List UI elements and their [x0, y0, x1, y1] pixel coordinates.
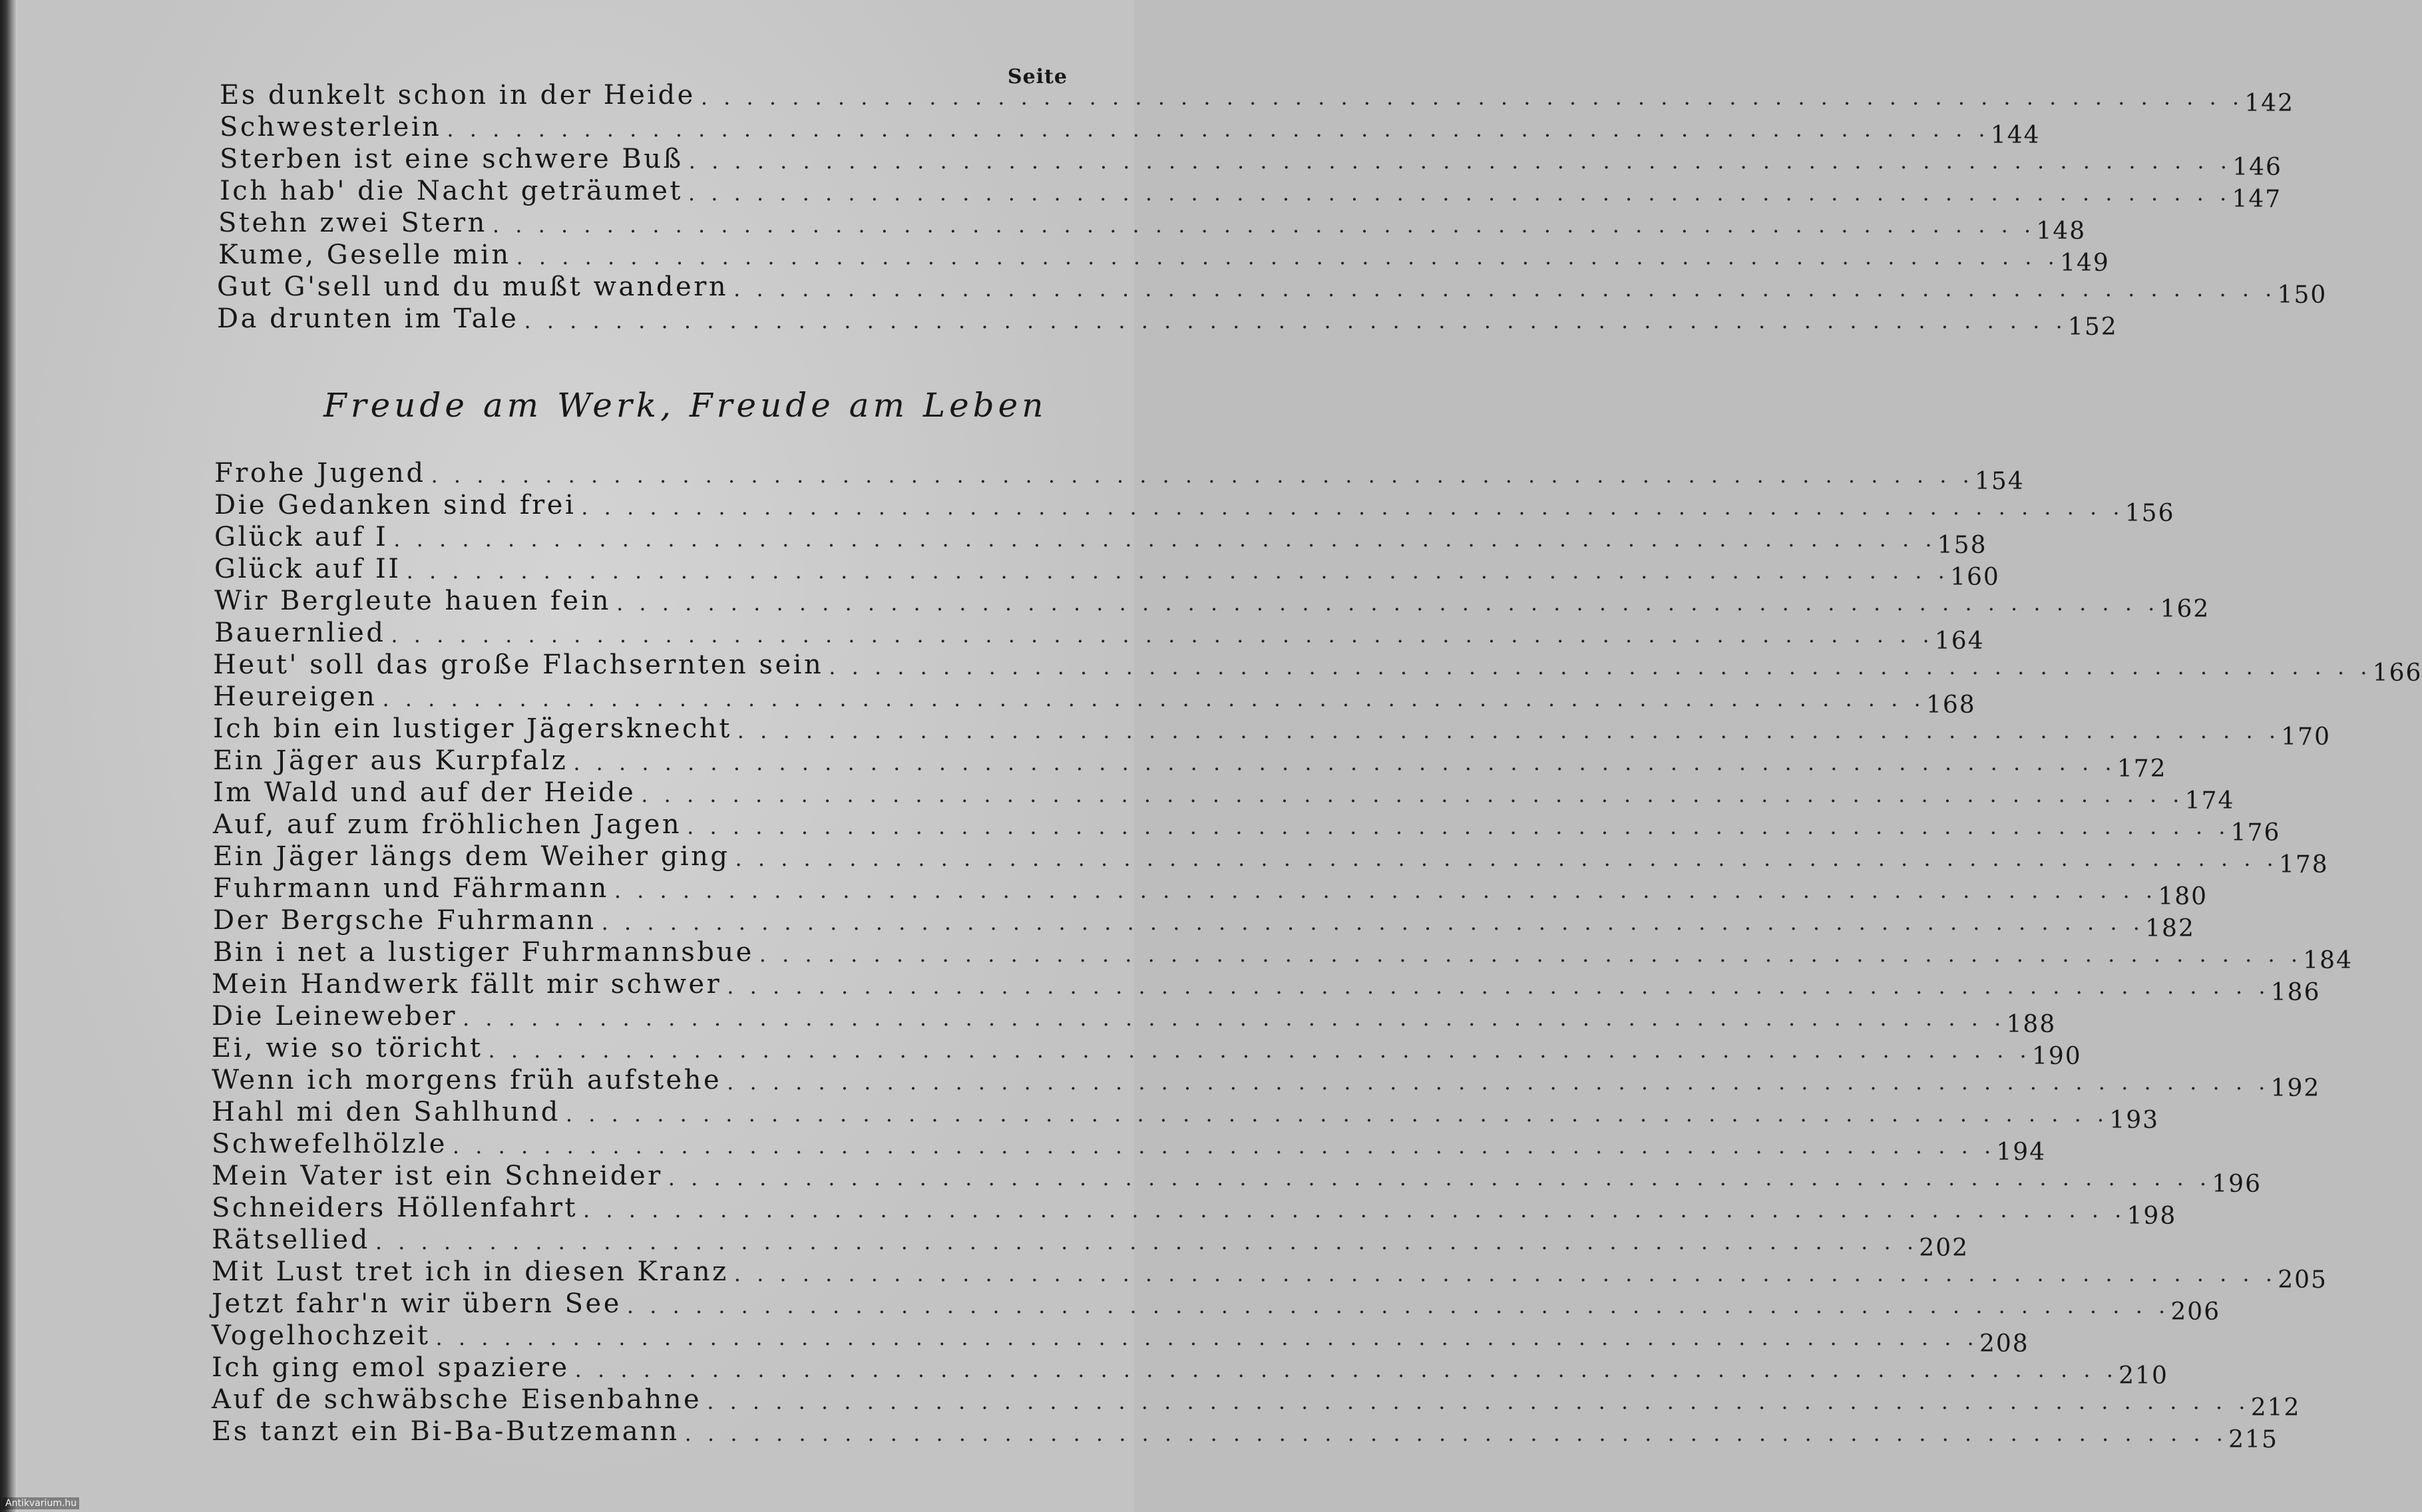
dot-leader: . . . . . . . . . . . . . . . . . . . . . . . . . . . . . . . . . . . . . . . . . . . . . . . . . . . . . . . . . . . . . . . . . . . .: [452, 1133, 1996, 1159]
dot-leader: . . . . . . . . . . . . . . . . . . . . . . . . . . . . . . . . . . . . . . . . . . . . . . . . . . . . . . . . . . . . . . . . . . . .: [735, 846, 2278, 871]
toc-entry-page: 215: [2228, 1426, 2278, 1453]
dot-leader: . . . . . . . . . . . . . . . . . . . . . . . . . . . . . . . . . . . . . . . . . . . . . . . . . . . . . . . . . . . . . . . . . . . .: [668, 1165, 2211, 1191]
dot-leader: . . . . . . . . . . . . . . . . . . . . . . . . . . . . . . . . . . . . . . . . . . . . . . . . . . . . . . . . . . . . . . . . . . . .: [727, 974, 2270, 999]
toc-entry: [212, 1223, 1969, 1262]
toc-entry: [212, 1383, 2301, 1421]
dot-leader: . . . . . . . . . . . . . . . . . . . . . . . . . . . . . . . . . . . . . . . . . . . . . . . . . . . . . . . . . . . . . . . . . . . .: [391, 622, 1934, 648]
toc-entry: [212, 1032, 2082, 1070]
toc-entry-title: Ein Jäger aus Kurpfalz: [213, 745, 568, 776]
dot-leader: . . . . . . . . . . . . . . . . . . . . . . . . . . . . . . . . . . . . . . . . . . . . . . . . . . . . . . . . . . . . . . . . . . . .: [727, 1069, 2270, 1095]
dot-leader: . . . . . . . . . . . . . . . . . . . . . . . . . . . . . . . . . . . . . . . . . . . . . . . . . . . . . . . . . . . . . . . . . . . .: [492, 212, 2036, 238]
toc-entry: [212, 1351, 2168, 1390]
toc-entry-page: 194: [1996, 1139, 2047, 1166]
toc-entry-page: 208: [1979, 1330, 2029, 1358]
toc-entry-page: 178: [2278, 851, 2329, 878]
toc-entry-page: 154: [1975, 468, 2025, 495]
dot-leader: . . . . . . . . . . . . . . . . . . . . . . . . . . . . . . . . . . . . . . . . . . . . . . . . . . . . . . . . . . . . . . . . . . . .: [516, 244, 2059, 270]
toc-entry-title: Da drunten im Tale: [217, 303, 519, 334]
toc-entry: [213, 680, 1976, 719]
toc-entry: [220, 174, 2282, 213]
toc-entry-title: Glück auf I: [214, 522, 389, 552]
toc-entry-title: Es dunkelt schon in der Heide: [220, 80, 696, 110]
dot-leader: . . . . . . . . . . . . . . . . . . . . . . . . . . . . . . . . . . . . . . . . . . . . . . . . . . . . . . . . . . . . . . . . . . . .: [687, 814, 2230, 839]
toc-entry-title: Stehn zwei Stern: [218, 208, 487, 238]
toc-entry-title: Die Leineweber: [212, 1001, 458, 1032]
toc-entry-title: Es tanzt ein Bi-Ba-Butzemann: [212, 1416, 680, 1447]
toc-entry: [220, 79, 2295, 117]
toc-entry-page: 190: [2031, 1043, 2082, 1070]
toc-entry: [213, 648, 2422, 687]
toc-entry-page: 150: [2277, 282, 2327, 309]
dot-leader: . . . . . . . . . . . . . . . . . . . . . . . . . . . . . . . . . . . . . . . . . . . . . . . . . . . . . . . . . . . . . . . . . . . .: [447, 116, 1990, 142]
dot-leader: . . . . . . . . . . . . . . . . . . . . . . . . . . . . . . . . . . . . . . . . . . . . . . . . . . . . . . . . . . . . . . . . . . . .: [431, 463, 1974, 488]
dot-leader: . . . . . . . . . . . . . . . . . . . . . . . . . . . . . . . . . . . . . . . . . . . . . . . . . . . . . . . . . . . . . . . . . . . .: [733, 276, 2277, 301]
toc-entry-title: Auf de schwäbsche Eisenbahne: [212, 1384, 702, 1415]
toc-entry: [212, 968, 2321, 1006]
dot-leader: . . . . . . . . . . . . . . . . . . . . . . . . . . . . . . . . . . . . . . . . . . . . . . . . . . . . . . . . . . . . . . . . . . . .: [583, 1197, 2126, 1223]
toc-entry: [220, 110, 2041, 149]
toc-entry: [217, 302, 2118, 341]
toc-entry: [213, 744, 2167, 783]
toc-entry: [212, 1287, 2221, 1326]
toc-entry: [214, 584, 2210, 623]
dot-leader: . . . . . . . . . . . . . . . . . . . . . . . . . . . . . . . . . . . . . . . . . . . . . . . . . . . . . . . . . . . . . . . . . . . .: [759, 942, 2302, 967]
dot-leader: . . . . . . . . . . . . . . . . . . . . . . . . . . . . . . . . . . . . . . . . . . . . . . . . . . . . . . . . . . . . . . . . . . . .: [524, 308, 2067, 333]
dot-leader: . . . . . . . . . . . . . . . . . . . . . . . . . . . . . . . . . . . . . . . . . . . . . . . . . . . . . . . . . . . . . . . . . . . .: [707, 1389, 2250, 1414]
dot-leader: . . . . . . . . . . . . . . . . . . . . . . . . . . . . . . . . . . . . . . . . . . . . . . . . . . . . . . . . . . . . . . . . . . . .: [463, 1006, 2006, 1031]
toc-entry: [214, 616, 1985, 655]
toc-entry-page: 206: [2170, 1298, 2221, 1326]
toc-entry-title: Wenn ich morgens früh aufstehe: [212, 1065, 722, 1095]
toc-entry-title: Jetzt fahr'n wir übern See: [212, 1288, 622, 1319]
toc-entry-page: 210: [2119, 1362, 2168, 1390]
dot-leader: . . . . . . . . . . . . . . . . . . . . . . . . . . . . . . . . . . . . . . . . . . . . . . . . . . . . . . . . . . . . . . . . . . . .: [573, 750, 2117, 775]
toc-entry-title: Ei, wie so töricht: [212, 1033, 483, 1063]
toc-entry: [212, 1319, 2029, 1358]
toc-entry: [212, 1095, 2160, 1134]
toc-entry-page: 212: [2250, 1394, 2301, 1421]
dot-leader: . . . . . . . . . . . . . . . . . . . . . . . . . . . . . . . . . . . . . . . . . . . . . . . . . . . . . . . . . . . . . . . . . . . .: [641, 782, 2184, 807]
toc-entry-page: 202: [1919, 1234, 1969, 1262]
toc-entry-title: Frohe Jugend: [214, 458, 426, 488]
toc-entry: [214, 488, 2175, 527]
dot-leader: . . . . . . . . . . . . . . . . . . . . . . . . . . . . . . . . . . . . . . . . . . . . . . . . . . . . . . . . . . . . . . . . . . . .: [435, 1325, 1979, 1350]
toc-entry-page: 168: [1925, 691, 1976, 719]
toc-entry: [213, 776, 2235, 815]
toc-entry: [218, 238, 2110, 277]
section-heading: Freude am Werk, Freude am Leben: [323, 386, 1048, 425]
toc-entry: [212, 1159, 2262, 1198]
toc-entry-title: Hahl mi den Sahlhund: [212, 1097, 560, 1127]
dot-leader: . . . . . . . . . . . . . . . . . . . . . . . . . . . . . . . . . . . . . . . . . . . . . . . . . . . . . . . . . . . . . . . . . . . .: [565, 1101, 2109, 1127]
toc-entry: [214, 552, 2000, 591]
toc-entry-page: 166: [2372, 660, 2422, 687]
toc-entry-page: 142: [2244, 90, 2295, 117]
toc-entry-title: Bin i net a lustiger Fuhrmannsbue: [213, 937, 754, 968]
toc-entry-page: 188: [2006, 1011, 2057, 1038]
toc-entry-page: 172: [2117, 755, 2167, 783]
page-column-header: Seite: [1007, 65, 1068, 89]
toc-entry: [212, 1127, 2047, 1166]
toc-entry: [212, 1415, 2278, 1453]
dot-leader: . . . . . . . . . . . . . . . . . . . . . . . . . . . . . . . . . . . . . . . . . . . . . . . . . . . . . . . . . . . . . . . . . . . .: [574, 1357, 2118, 1382]
toc-entry-page: 192: [2270, 1075, 2321, 1102]
toc-entry-title: Ich ging emol spaziere: [212, 1352, 570, 1383]
toc-entry-page: 164: [1934, 628, 1985, 655]
dot-leader: . . . . . . . . . . . . . . . . . . . . . . . . . . . . . . . . . . . . . . . . . . . . . . . . . . . . . . . . . . . . . . . . . . . .: [829, 654, 2372, 679]
toc-entry-title: Mein Handwerk fällt mir schwer: [212, 969, 722, 1000]
toc-entry-page: 146: [2232, 154, 2282, 181]
watermark: Antikvarium.hu: [3, 1497, 79, 1509]
toc-entry: [213, 936, 2353, 974]
toc-entry-page: 176: [2230, 819, 2281, 847]
dot-leader: . . . . . . . . . . . . . . . . . . . . . . . . . . . . . . . . . . . . . . . . . . . . . . . . . . . . . . . . . . . . . . . . . . . .: [601, 910, 2144, 935]
toc-entry-page: 147: [2232, 186, 2282, 213]
toc-entry-title: Kume, Geselle min: [218, 240, 511, 270]
toc-entry: [213, 808, 2281, 847]
toc-entry-title: Bauernlied: [214, 618, 386, 648]
toc-entry-title: Auf, auf zum fröhlichen Jagen: [213, 809, 682, 840]
dot-leader: . . . . . . . . . . . . . . . . . . . . . . . . . . . . . . . . . . . . . . . . . . . . . . . . . . . . . . . . . . . . . . . . . . . .: [684, 1421, 2228, 1446]
toc-entry-title: Glück auf II: [214, 554, 401, 584]
toc-entry: [213, 712, 2331, 751]
toc-entry-page: 170: [2281, 723, 2331, 751]
dot-leader: . . . . . . . . . . . . . . . . . . . . . . . . . . . . . . . . . . . . . . . . . . . . . . . . . . . . . . . . . . . . . . . . . . . .: [488, 1038, 2031, 1063]
toc-entry-title: Heureigen: [213, 681, 377, 712]
toc-entry-title: Mein Vater ist ein Schneider: [212, 1161, 663, 1191]
toc-entry-page: 180: [2158, 883, 2208, 910]
toc-entry: [217, 270, 2327, 309]
dot-leader: . . . . . . . . . . . . . . . . . . . . . . . . . . . . . . . . . . . . . . . . . . . . . . . . . . . . . . . . . . . . . . . . . . . .: [737, 718, 2280, 743]
toc-entry-page: 162: [2160, 596, 2210, 623]
dot-leader: . . . . . . . . . . . . . . . . . . . . . . . . . . . . . . . . . . . . . . . . . . . . . . . . . . . . . . . . . . . . . . . . . . . .: [700, 85, 2244, 110]
toc-entry-page: 205: [2278, 1266, 2327, 1294]
toc-entry: [212, 1000, 2057, 1038]
dot-leader: . . . . . . . . . . . . . . . . . . . . . . . . . . . . . . . . . . . . . . . . . . . . . . . . . . . . . . . . . . . . . . . . . . . .: [393, 526, 1937, 552]
toc-entry-title: Ein Jäger längs dem Weiher ging: [213, 841, 730, 872]
dot-leader: . . . . . . . . . . . . . . . . . . . . . . . . . . . . . . . . . . . . . . . . . . . . . . . . . . . . . . . . . . . . . . . . . . . .: [626, 1293, 2170, 1318]
toc-entry-title: Ich bin ein lustiger Jägersknecht: [213, 713, 732, 744]
spine-shadow: [0, 0, 17, 1512]
toc-entry-title: Gut G'sell und du mußt wandern: [217, 272, 729, 302]
toc-entry-title: Ich hab' die Nacht geträumet: [220, 176, 683, 206]
dot-leader: . . . . . . . . . . . . . . . . . . . . . . . . . . . . . . . . . . . . . . . . . . . . . . . . . . . . . . . . . . . . . . . . . . . .: [616, 590, 2160, 616]
dot-leader: . . . . . . . . . . . . . . . . . . . . . . . . . . . . . . . . . . . . . . . . . . . . . . . . . . . . . . . . . . . . . . . . . . . .: [382, 686, 1925, 711]
toc-entry: [213, 840, 2329, 878]
dot-leader: . . . . . . . . . . . . . . . . . . . . . . . . . . . . . . . . . . . . . . . . . . . . . . . . . . . . . . . . . . . . . . . . . . . .: [688, 148, 2232, 174]
toc-entry-title: Schwesterlein: [220, 112, 442, 142]
toc-entry-page: 158: [1937, 532, 1987, 559]
toc-entry-title: Vogelhochzeit: [212, 1320, 431, 1351]
toc-entry-title: Sterben ist eine schwere Buß: [220, 144, 684, 174]
toc-entry: [220, 142, 2282, 181]
toc-entry-title: Fuhrmann und Fährmann: [213, 873, 609, 904]
dot-leader: . . . . . . . . . . . . . . . . . . . . . . . . . . . . . . . . . . . . . . . . . . . . . . . . . . . . . . . . . . . . . . . . . . . .: [688, 180, 2232, 206]
toc-entry-page: 144: [1990, 122, 2041, 149]
toc-entry-title: Schwefelhölzle: [212, 1129, 447, 1159]
toc-entry-page: 186: [2270, 979, 2321, 1006]
toc-entry-title: Der Bergsche Fuhrmann: [213, 905, 596, 936]
dot-leader: . . . . . . . . . . . . . . . . . . . . . . . . . . . . . . . . . . . . . . . . . . . . . . . . . . . . . . . . . . . . . . . . . . . .: [406, 558, 1949, 584]
toc-entry-page: 148: [2036, 218, 2087, 245]
dot-leader: . . . . . . . . . . . . . . . . . . . . . . . . . . . . . . . . . . . . . . . . . . . . . . . . . . . . . . . . . . . . . . . . . . . .: [614, 878, 2158, 903]
toc-entry-title: Die Gedanken sind frei: [214, 490, 576, 520]
toc-entry: [214, 457, 2025, 495]
toc-entry-title: Schneiders Höllenfahrt: [212, 1193, 578, 1223]
dot-leader: . . . . . . . . . . . . . . . . . . . . . . . . . . . . . . . . . . . . . . . . . . . . . . . . . . . . . . . . . . . . . . . . . . . .: [733, 1261, 2277, 1286]
toc-entry-title: Rätsellied: [212, 1225, 370, 1255]
toc-entry: [212, 1255, 2327, 1294]
toc-entry: [214, 520, 1987, 559]
toc-entry-page: 182: [2145, 915, 2195, 942]
toc-entry: [213, 872, 2208, 910]
toc-entry-page: 156: [2124, 500, 2175, 527]
dot-leader: . . . . . . . . . . . . . . . . . . . . . . . . . . . . . . . . . . . . . . . . . . . . . . . . . . . . . . . . . . . . . . . . . . . .: [375, 1229, 1919, 1254]
toc-entry-page: 184: [2303, 947, 2353, 974]
toc-entry-title: Im Wald und auf der Heide: [213, 777, 636, 808]
toc-entry-page: 196: [2212, 1171, 2262, 1198]
toc-entry-page: 160: [1950, 564, 2000, 591]
toc-entry-page: 152: [2067, 313, 2118, 341]
toc-entry-title: Heut' soll das große Flachsernten sein: [213, 650, 824, 680]
toc-entry: [212, 1191, 2177, 1230]
toc-entry-page: 198: [2126, 1203, 2177, 1230]
toc-entry-title: Wir Bergleute hauen fein: [214, 586, 612, 616]
toc-entry-page: 174: [2184, 787, 2235, 815]
toc-entry-title: Mit Lust tret ich in diesen Kranz: [212, 1256, 729, 1287]
toc-entry: [218, 206, 2087, 245]
toc-entry-page: 193: [2109, 1107, 2160, 1134]
toc-entry-page: 149: [2060, 250, 2110, 277]
toc-entry: [212, 1063, 2321, 1102]
toc-entry: [213, 904, 2195, 942]
dot-leader: . . . . . . . . . . . . . . . . . . . . . . . . . . . . . . . . . . . . . . . . . . . . . . . . . . . . . . . . . . . . . . . . . . . .: [581, 494, 2124, 520]
